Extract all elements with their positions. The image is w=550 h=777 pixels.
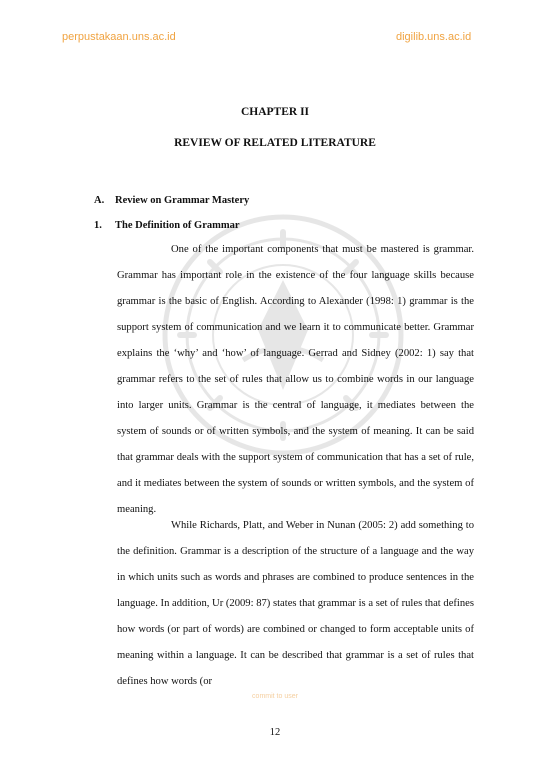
subsection-marker: 1.: [94, 220, 102, 231]
page-number: 12: [269, 727, 281, 738]
subsection-heading-1: [94, 220, 240, 231]
header-left-site: perpustakaan.uns.ac.id: [62, 31, 176, 43]
section-heading-a: [94, 195, 249, 206]
header-right-site: digilib.uns.ac.id: [396, 31, 472, 43]
body-paragraph: One of the important components that must be mastered is grammar. Grammar has important role in the existence of the four language skills because grammar is the basic of English. According to Alexander (1998: 1) grammar is the support system of communication and we learn it to communicate better. Grammar explains the ‘why’ and ‘how’ of language. Gerrad and Sidney (2002: 1) say that grammar refers to the set of rules that allow us to combine words in our language into larger units. Grammar is the central of language, it mediates between the system of sounds or of written symbols, and the system of meaning. It can be said that grammar deals with the support system of communication that has a set of rule, and it mediates between the system of sounds or written symbols, and the system of meaning.: [117, 244, 474, 515]
section-marker: A.: [94, 195, 105, 206]
body-paragraph: While Richards, Platt, and Weber in Nunan (2005: 2) add something to the definition. Grammar is a description of the structure of a language and the way in which units such as words and phrases are combined to produce sentences in the language. In addition, Ur (2009: 87) states that grammar is a set of rules that defines how words (or part of words) are combined or changed to form acceptable units of meaning within a language. It can be described that grammar is a set of rules that defines how words (or: [117, 520, 474, 687]
footer-watermark-text: commit to user: [252, 693, 298, 700]
chapter-title: REVIEW OF RELATED LITERATURE: [174, 137, 376, 149]
subsection-title: The Definition of Grammar: [115, 220, 240, 231]
chapter-number: CHAPTER II: [240, 106, 310, 118]
section-title: Review on Grammar Mastery: [115, 195, 250, 206]
